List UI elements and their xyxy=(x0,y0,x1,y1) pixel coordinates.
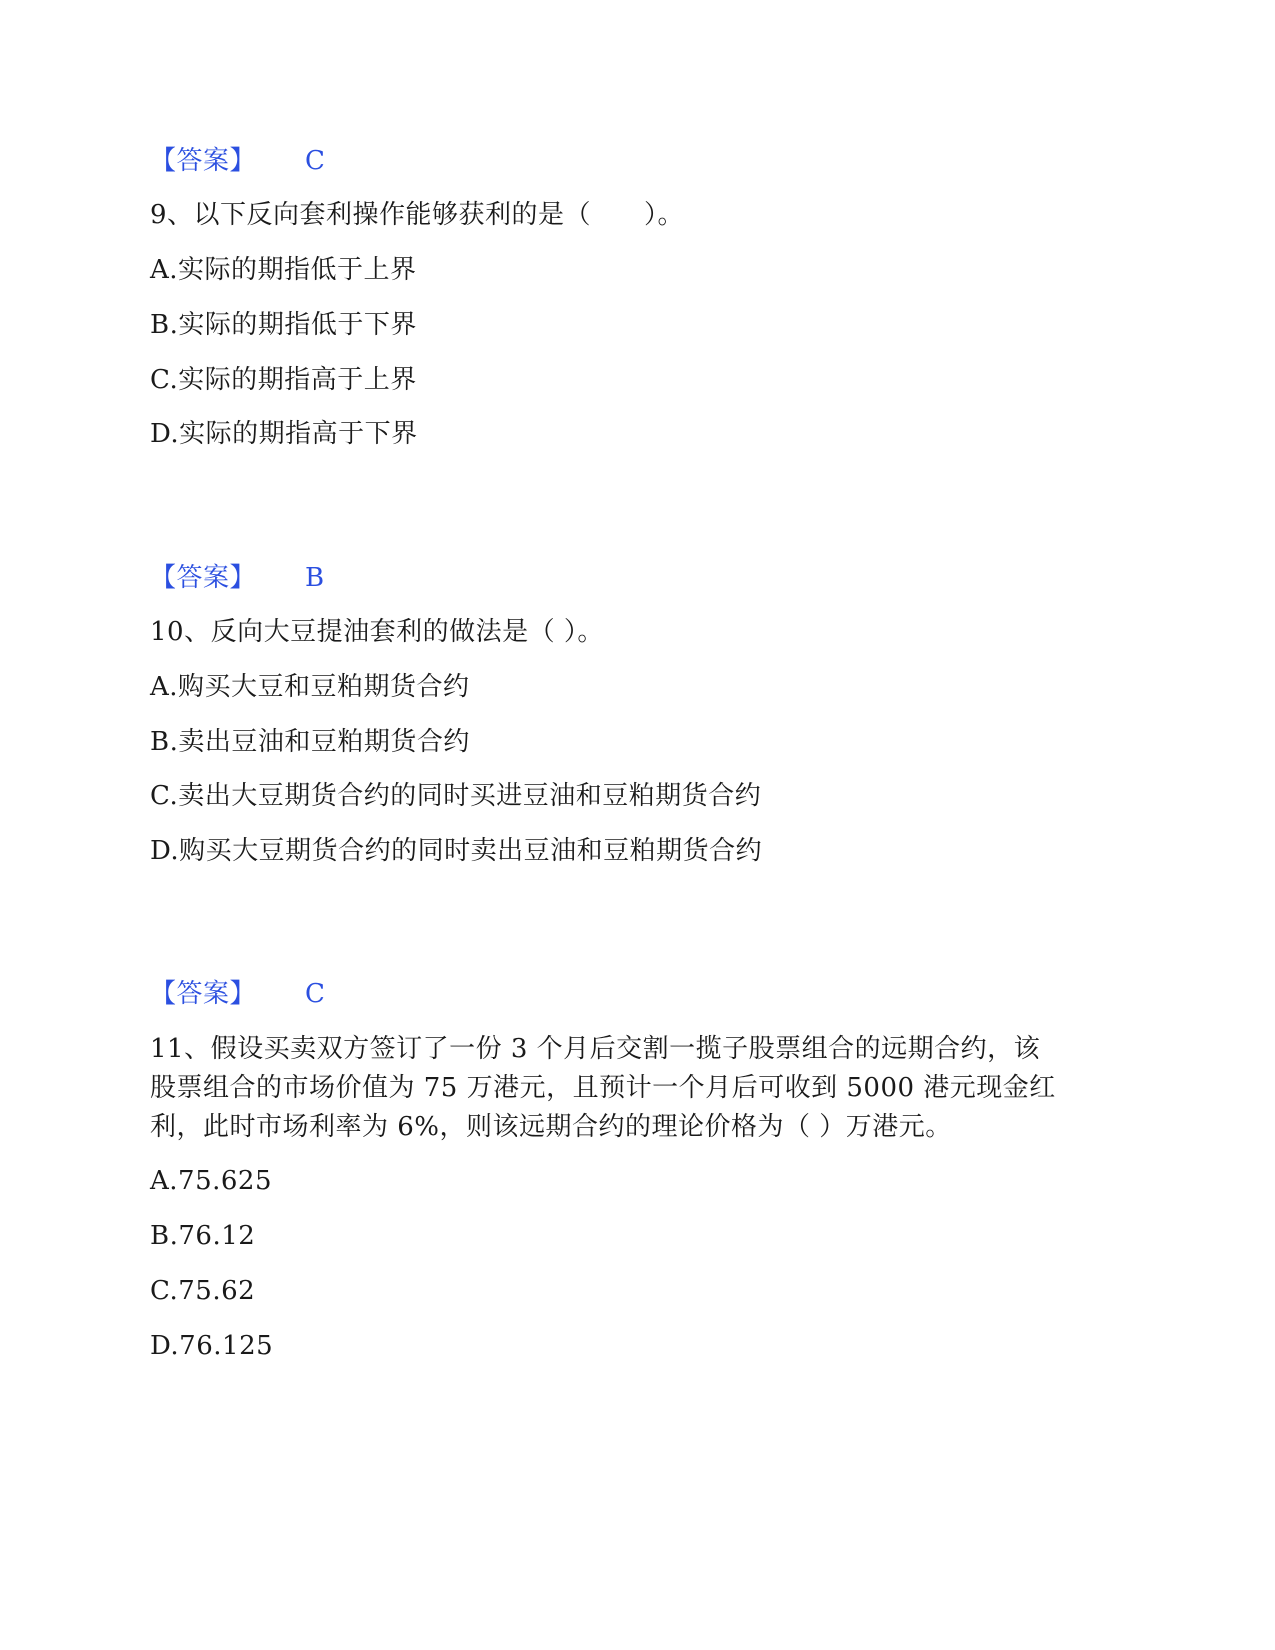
answer-value: C xyxy=(305,146,326,176)
option-a: A.购买大豆和豆粕期货合约 xyxy=(150,672,470,702)
question-text-line-1: 11、假设买卖双方签订了一份 3 个月后交割一揽子股票组合的远期合约，该 xyxy=(150,1034,1041,1064)
question-text: 10、反向大豆提油套利的做法是（ ）。 xyxy=(150,617,604,647)
option-b: B.卖出豆油和豆粕期货合约 xyxy=(150,727,470,757)
answer-value: C xyxy=(305,979,326,1009)
answer-label: 【答案】 xyxy=(150,979,257,1009)
option-b: B.76.12 xyxy=(150,1221,256,1251)
option-b: B.实际的期指低于下界 xyxy=(150,310,417,340)
question-text-line-3: 利，此时市场利率为 6%，则该远期合约的理论价格为（ ）万港元。 xyxy=(150,1112,952,1142)
question-text-line-2: 股票组合的市场价值为 75 万港元，且预计一个月后可收到 5000 港元现金红 xyxy=(150,1073,1056,1103)
option-d: D.76.125 xyxy=(150,1331,274,1361)
option-d: D.购买大豆期货合约的同时卖出豆油和豆粕期货合约 xyxy=(150,836,763,866)
answer-line xyxy=(150,977,325,1011)
question-text: 9、以下反向套利操作能够获利的是（ ）。 xyxy=(150,200,685,230)
answer-line xyxy=(150,561,325,595)
option-c: C.75.62 xyxy=(150,1276,256,1306)
option-a: A.实际的期指低于上界 xyxy=(150,255,417,285)
option-c: C.卖出大豆期货合约的同时买进豆油和豆粕期货合约 xyxy=(150,781,762,811)
option-c: C.实际的期指高于上界 xyxy=(150,365,417,395)
option-a: A.75.625 xyxy=(150,1166,273,1196)
answer-label: 【答案】 xyxy=(150,146,257,176)
option-d: D.实际的期指高于下界 xyxy=(150,419,418,449)
answer-value: B xyxy=(305,563,325,593)
answer-line xyxy=(150,144,325,178)
answer-label: 【答案】 xyxy=(150,563,257,593)
